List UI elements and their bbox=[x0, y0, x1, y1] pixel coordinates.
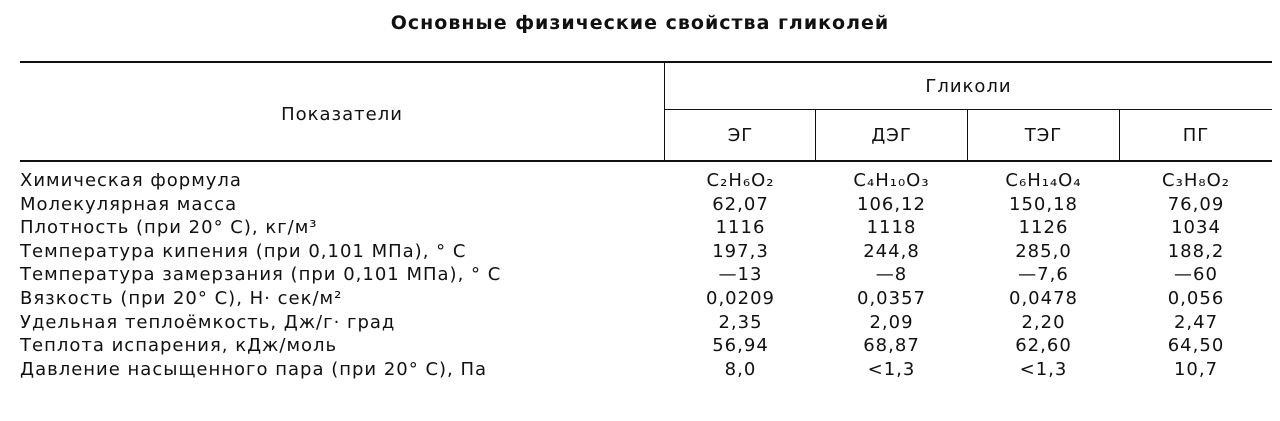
row-label-text: Химическая формула bbox=[20, 170, 246, 191]
row-label-text: Молекулярная масса bbox=[20, 194, 241, 215]
row-label-text: Давление насыщенного пара (при 20° С), Па bbox=[20, 359, 491, 380]
row-label-text: Удельная теплоёмкость, Дж/г· град bbox=[20, 312, 399, 333]
table-cell: 197,3 bbox=[712, 240, 769, 262]
row-label bbox=[20, 288, 664, 310]
table-cell: 76,09 bbox=[1167, 193, 1225, 215]
table-cell: 2,20 bbox=[1021, 311, 1066, 333]
header-parameters: Показатели bbox=[281, 104, 403, 125]
top-rule bbox=[20, 61, 1272, 63]
table-title: Основные физические свойства гликолей bbox=[390, 12, 890, 34]
table-cell: C₃H₈O₂ bbox=[1162, 170, 1230, 191]
table-row bbox=[20, 264, 1272, 288]
column-header-pg: ПГ bbox=[1182, 125, 1210, 146]
table-cell: 106,12 bbox=[857, 193, 926, 215]
row-label-text: Температура кипения (при 0,101 МПа), ° С bbox=[20, 241, 470, 262]
table-cell: <1,3 bbox=[1019, 358, 1068, 380]
table-cell: 10,7 bbox=[1173, 358, 1219, 380]
table-cell: 56,94 bbox=[712, 335, 769, 357]
table-cell: 0,0478 bbox=[1009, 287, 1078, 309]
table-body bbox=[20, 170, 1272, 382]
header-bottom-rule bbox=[20, 160, 1272, 162]
table-cell: 1034 bbox=[1171, 217, 1221, 239]
column-header-deg: ДЭГ bbox=[871, 125, 912, 146]
table-cell: 0,056 bbox=[1167, 287, 1225, 309]
table-cell: —13 bbox=[718, 264, 763, 286]
row-label bbox=[20, 264, 664, 286]
table-cell: 8,0 bbox=[724, 358, 757, 380]
table-row bbox=[20, 194, 1272, 218]
column-header-eg: ЭГ bbox=[727, 125, 754, 146]
row-label bbox=[20, 335, 664, 357]
table-cell: 1118 bbox=[866, 217, 917, 239]
table-row bbox=[20, 241, 1272, 265]
table-cell: C₂H₆O₂ bbox=[706, 170, 775, 191]
table-cell: 68,87 bbox=[863, 335, 920, 357]
table-cell: C₆H₁₄O₄ bbox=[1005, 170, 1082, 191]
table-cell: C₄H₁₀O₃ bbox=[853, 170, 930, 191]
table-row bbox=[20, 217, 1272, 241]
table-cell: <1,3 bbox=[867, 358, 916, 380]
table-cell: 62,07 bbox=[712, 193, 769, 215]
table-cell: 0,0357 bbox=[857, 287, 926, 309]
table-row bbox=[20, 170, 1272, 194]
row-label bbox=[20, 359, 664, 381]
table-cell: 62,60 bbox=[1015, 335, 1072, 357]
table-cell: 285,0 bbox=[1015, 240, 1072, 262]
row-label-text: Вязкость (при 20° С), Н· сек/м² bbox=[20, 288, 346, 309]
row-label-text: Плотность (при 20° С), кг/м³ bbox=[20, 217, 322, 238]
row-label bbox=[20, 241, 664, 263]
column-header-teg: ТЭГ bbox=[1024, 125, 1063, 146]
row-label-text: Теплота испарения, кДж/моль bbox=[20, 335, 341, 356]
table-cell: 150,18 bbox=[1009, 193, 1078, 215]
row-label-text: Температура замерзания (при 0,101 МПа), ° С bbox=[20, 264, 505, 285]
table-cell: 1126 bbox=[1018, 217, 1069, 239]
group-header-rule bbox=[665, 109, 1272, 110]
row-label bbox=[20, 217, 664, 239]
table-row bbox=[20, 335, 1272, 359]
table-cell: 2,09 bbox=[869, 311, 914, 333]
table-cell: 2,35 bbox=[718, 311, 763, 333]
table-cell: 0,0209 bbox=[706, 287, 775, 309]
row-label bbox=[20, 194, 664, 216]
table-cell: 188,2 bbox=[1167, 240, 1225, 262]
table-row bbox=[20, 312, 1272, 336]
table-cell: 244,8 bbox=[863, 240, 920, 262]
table-row bbox=[20, 288, 1272, 312]
table-cell: —60 bbox=[1174, 264, 1218, 286]
table-cell: 2,47 bbox=[1173, 311, 1219, 333]
header-glycols: Гликоли bbox=[925, 76, 1012, 97]
table-cell: —8 bbox=[875, 264, 908, 286]
table-cell: —7,6 bbox=[1018, 264, 1069, 286]
row-label bbox=[20, 312, 664, 334]
row-label bbox=[20, 170, 664, 192]
table-cell: 64,50 bbox=[1167, 335, 1225, 357]
table-cell: 1116 bbox=[715, 217, 766, 239]
table-row bbox=[20, 359, 1272, 383]
